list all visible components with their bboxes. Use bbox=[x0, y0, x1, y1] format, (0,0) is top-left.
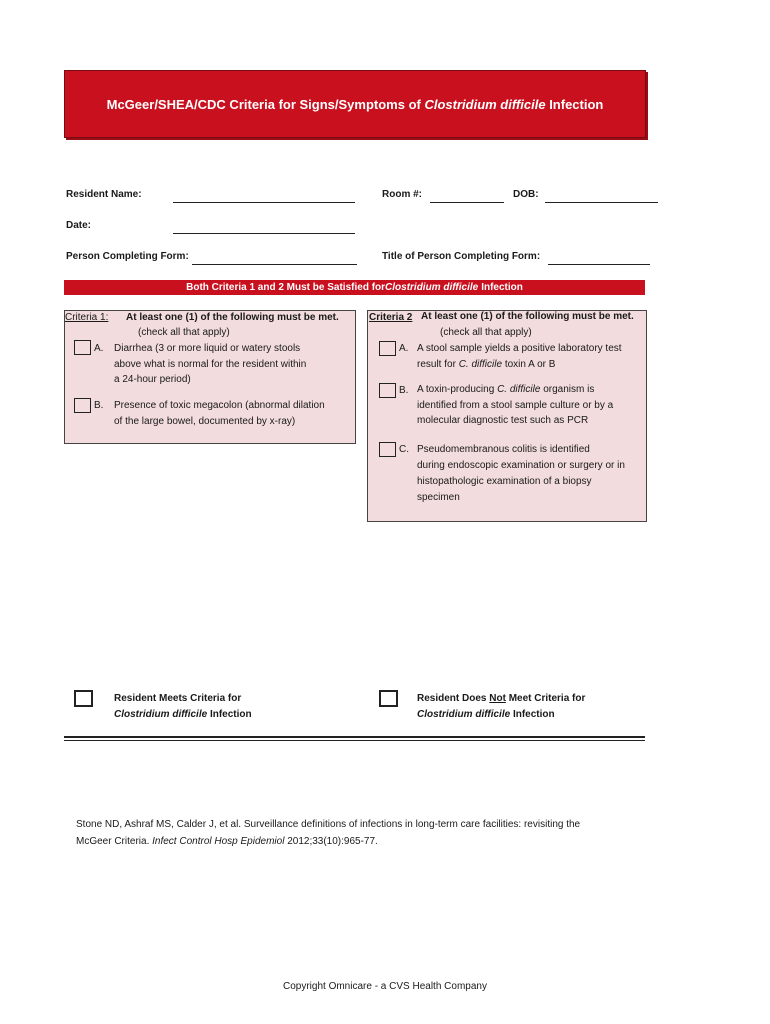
person-completing-label: Person Completing Form: bbox=[66, 251, 189, 262]
meets-criteria-text: Resident Meets Criteria for Clostridium difficile Infection bbox=[114, 693, 252, 720]
criteria-1-b-letter: B. bbox=[94, 400, 104, 411]
criteria-2-a-text: A stool sample yields a positive laboratory test result for C. difficile toxin A or B bbox=[417, 343, 622, 370]
divider-bottom bbox=[64, 740, 645, 741]
criteria-1-subheading: (check all that apply) bbox=[138, 327, 230, 338]
criteria-2-a-letter: A. bbox=[399, 343, 409, 354]
title-of-person-label: Title of Person Completing Form: bbox=[382, 251, 541, 262]
criteria-1-a-checkbox[interactable] bbox=[74, 340, 91, 355]
criteria-2-c-letter: C. bbox=[399, 444, 409, 455]
does-not-meet-criteria-text: Resident Does Not Meet Criteria for Clostridium difficile Infection bbox=[417, 693, 586, 720]
does-not-meet-criteria-checkbox[interactable] bbox=[379, 690, 398, 707]
meets-criteria-checkbox[interactable] bbox=[74, 690, 93, 707]
criteria-2-subheading: (check all that apply) bbox=[440, 327, 532, 338]
resident-name-label: Resident Name: bbox=[66, 189, 142, 200]
resident-name-field[interactable] bbox=[173, 202, 355, 203]
criteria-2-b-text: A toxin-producing C. difficile organism is identified from a stool sample culture or by a molecular diagnostic test such as PCR bbox=[417, 384, 614, 426]
criteria-1-b-checkbox[interactable] bbox=[74, 398, 91, 413]
dob-field[interactable] bbox=[545, 202, 658, 203]
person-completing-field[interactable] bbox=[192, 264, 357, 265]
criteria-2-c-checkbox[interactable] bbox=[379, 442, 396, 457]
criteria-1-a-letter: A. bbox=[94, 343, 104, 354]
room-label: Room #: bbox=[382, 189, 422, 200]
dob-label: DOB: bbox=[513, 189, 539, 200]
criteria-1-label: Criteria 1: bbox=[65, 312, 109, 323]
criteria-banner: Both Criteria 1 and 2 Must be Satisfied for Clostridium difficile Infection bbox=[64, 280, 645, 295]
criteria-2-b-letter: B. bbox=[399, 385, 409, 396]
criteria-1-heading: At least one (1) of the following must be met. bbox=[126, 312, 339, 323]
date-field[interactable] bbox=[173, 233, 355, 234]
criteria-2-c-text: Pseudomembranous colitis is identified during endoscopic examination or surgery or in histopathologic examination of a biopsy specimen bbox=[417, 444, 625, 503]
title-of-person-field[interactable] bbox=[548, 264, 650, 265]
criteria-2-a-checkbox[interactable] bbox=[379, 341, 396, 356]
divider-top bbox=[64, 736, 645, 738]
criteria-2-label: Criteria 2 bbox=[369, 312, 413, 323]
criteria-1-b-text: Presence of toxic megacolon (abnormal dilation of the large bowel, documented by x-ray) bbox=[114, 400, 325, 427]
criteria-2-b-checkbox[interactable] bbox=[379, 383, 396, 398]
criteria-1-a-text: Diarrhea (3 or more liquid or watery stools above what is normal for the resident within a 24-hour period) bbox=[114, 343, 307, 385]
criteria-2-heading: At least one (1) of the following must be met. bbox=[421, 311, 634, 322]
reference-citation: Stone ND, Ashraf MS, Calder J, et al. Surveillance definitions of infections in long-term care facilities: revisiting the McGeer Criteria. Infect Control Hosp Epidemiol 2012;33(10):965-77. bbox=[76, 819, 581, 847]
room-field[interactable] bbox=[430, 202, 504, 203]
title-banner bbox=[64, 70, 646, 138]
copyright-footer: Copyright Omnicare - a CVS Health Company bbox=[283, 981, 487, 992]
date-label: Date: bbox=[66, 220, 92, 231]
page-title: McGeer/SHEA/CDC Criteria for Signs/Symptoms of Clostridium difficile Infection bbox=[106, 96, 604, 112]
